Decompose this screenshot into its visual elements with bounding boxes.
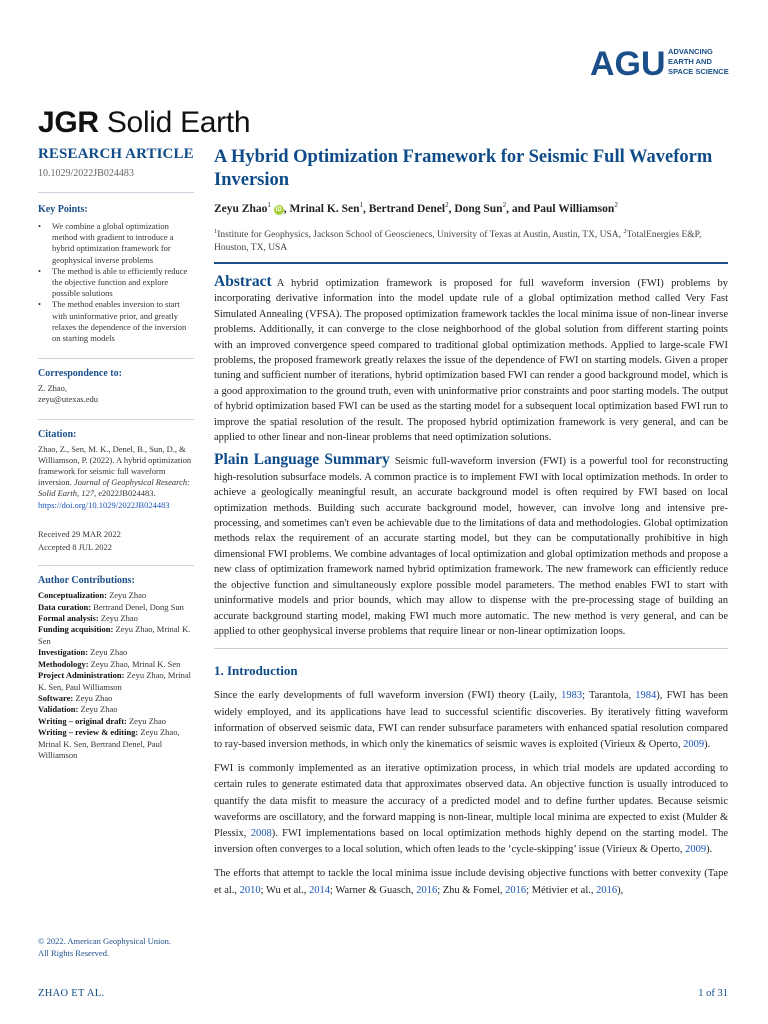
body-text: ; Métivier et al., xyxy=(526,884,597,896)
author-affil: 2 xyxy=(502,201,507,209)
citation-year-link[interactable]: 2014 xyxy=(309,884,331,896)
agu-logo xyxy=(590,44,740,80)
citation-year-link[interactable]: 2016 xyxy=(416,884,438,896)
orcid-icon[interactable]: iD xyxy=(275,206,282,213)
copyright-line: All Rights Reserved. xyxy=(38,947,110,958)
contribution xyxy=(38,659,194,670)
introduction-body xyxy=(214,688,728,898)
affiliations xyxy=(214,225,728,255)
contribution-names: Zeyu Zhao xyxy=(109,590,147,601)
citation-year-link[interactable]: 2009 xyxy=(683,738,705,750)
contribution-role: Formal analysis: xyxy=(38,613,99,624)
copyright xyxy=(38,936,198,959)
body-paragraph xyxy=(214,866,728,898)
journal-name xyxy=(38,106,250,140)
contributions-list xyxy=(38,590,194,761)
citation-year-link[interactable]: 2008 xyxy=(250,827,272,839)
key-point xyxy=(38,266,194,300)
body-paragraph xyxy=(214,688,728,753)
affil-number: 1 xyxy=(214,227,218,235)
footer-authors: ZHAO ET AL. xyxy=(38,988,105,999)
contributions-label: Author Contributions: xyxy=(38,575,135,587)
page-number: 1 of 31 xyxy=(698,988,728,999)
key-point-text: The method is able to efficiently reduce the objective function and explore possible solutions xyxy=(52,265,188,299)
author-name: Zeyu Zhao xyxy=(214,202,268,215)
abstract-text: A hybrid optimization framework is proposed for full waveform inversion (FWI) problems by incorporating derivative information into the model update rule of a global optimization method called Very Fast Simulated Annealing (VFSA). The proposed optimization framework tackles the local minima issue of non-linear inverse problems. Additionally, it can converge to the close neighborhood of the global solution from different starting points with an improved convergence speed compared to traditional global optimization methods. Applied to large-scale FWI problems, the proposed framework greatly relaxes the issue of the dependence of FWI on starting models. Given a proper tuning and sufficient number of iterations, hybrid optimization based FWI can render a good background model, which is a good approximation to the ground truth, even with uninformative prior constraints and poor starting models. The output of hybrid optimization based FWI can be used as the starting model for a subsequent local optimization based FWI run to improve the spatial resolution of the result. The proposed hybrid optimization framework is very general, and can be applied to other linear and non-linear problems that need optimization solutions. xyxy=(214,277,728,444)
citation-link[interactable]: https://doi.org/10.1029/2022JB024483 xyxy=(38,499,170,510)
contribution-names: Zeyu Zhao xyxy=(90,647,128,658)
body-text: ; Wu et al., xyxy=(260,884,310,896)
author-affil: 2 xyxy=(614,201,618,209)
contribution-names: Zeyu Zhao, Mrinal K. Sen xyxy=(90,658,181,669)
citation-year-link[interactable]: 2016 xyxy=(505,884,527,896)
author-name: Dong Sun xyxy=(454,202,503,215)
key-point-text: We combine a global optimization method with gradient to introduce a hybrid optimization framework for geophysical inverse problems xyxy=(52,221,174,265)
plain-language-summary xyxy=(214,452,728,639)
contribution-role: Writing – original draft: xyxy=(38,715,127,726)
contribution xyxy=(38,670,194,693)
contribution xyxy=(38,602,194,613)
contribution xyxy=(38,704,194,715)
citation-year-link[interactable]: 2009 xyxy=(685,844,707,856)
article-type: RESEARCH ARTICLE xyxy=(38,146,194,162)
accepted-date: Accepted 8 JUL 2022 xyxy=(38,542,113,553)
key-points-list xyxy=(38,221,194,344)
author-affil: 2 xyxy=(445,201,449,209)
body-text: The efforts that attempt to tackle the local minima issue include devising objective functions with better convexity (Tape et al., xyxy=(214,868,728,896)
contribution-role: Methodology: xyxy=(38,658,89,669)
divider xyxy=(214,648,728,649)
contribution-role: Data curation: xyxy=(38,601,92,612)
contribution xyxy=(38,693,194,704)
journal-title: Solid Earth xyxy=(106,106,251,139)
received-date: Received 29 MAR 2022 xyxy=(38,528,121,539)
affil-text: Institute for Geophysics, Jackson School of Geoscienecs, University of Texas at Austin, Austin, TX, USA, xyxy=(217,229,624,240)
citation-year-link[interactable]: 2010 xyxy=(239,884,261,896)
contribution xyxy=(38,590,194,601)
body-text: ; Zhu & Fomel, xyxy=(437,884,506,896)
body-text: ). xyxy=(704,738,711,750)
citation-journal: Journal of Geophysical Research: Solid Earth, 127, xyxy=(38,477,190,499)
logo-tagline-2: EARTH AND xyxy=(668,57,712,66)
affil-text: TotalEnergies E&P, Houston, TX, USA xyxy=(214,229,702,253)
logo-mark: AGU xyxy=(590,45,666,80)
citation-label: Citation: xyxy=(38,428,77,440)
body-text: ), xyxy=(617,884,624,896)
divider xyxy=(38,192,194,193)
contribution-names: Zeyu Zhao xyxy=(100,613,138,624)
copyright-line: © 2022. American Geophysical Union. xyxy=(38,936,171,946)
citation-year-link[interactable]: 2016 xyxy=(596,884,618,896)
citation-year-link[interactable]: 1983 xyxy=(561,690,583,702)
contribution-names: Zeyu Zhao xyxy=(80,704,118,715)
sidebar xyxy=(38,146,194,761)
contribution xyxy=(38,613,194,624)
article-title: A Hybrid Optimization Framework for Seismic Full Waveform Inversion xyxy=(214,147,713,190)
section-heading: 1. Introduction xyxy=(214,663,298,679)
contribution-names: Zeyu Zhao, Mrinal K. Sen, Paul Williamson xyxy=(38,670,192,692)
main-column xyxy=(214,146,728,907)
body-text: ). FWI implementations based on local optimization methods highly depend on the starting model. The inversion often converges to a local solution, which often leads to the ‘cycle-skipping’ issue (Virieux & Operto, xyxy=(214,827,728,856)
divider xyxy=(38,419,194,420)
key-points-label: Key Points: xyxy=(38,204,88,215)
pls-heading: Plain Language Summary xyxy=(214,451,390,469)
logo-tagline-3: SPACE SCIENCE xyxy=(668,67,729,76)
contribution-role: Project Administration: xyxy=(38,670,125,681)
contribution-names: Bertrand Denel, Dong Sun xyxy=(93,601,184,612)
correspondence-email[interactable]: zeyu@utexas.edu xyxy=(38,394,98,405)
key-point xyxy=(38,299,194,344)
contribution xyxy=(38,647,194,658)
divider xyxy=(38,565,194,566)
doi: 10.1029/2022JB024483 xyxy=(38,168,134,179)
body-paragraph xyxy=(214,761,728,858)
body-text: ), FWI has been widely employed, and its applications have lead to successful scientific discoveries. By iteratively fitting waveform information of observed seismic data, FWI can render subsurface parameters with enhanced spatial resolution compared to ray-based inversion methods, in which only the kinematics of seismic waves is exploited (Virieux & Operto, xyxy=(214,690,728,750)
key-point xyxy=(38,221,194,266)
correspondence-name: Z. Zhao, xyxy=(38,383,68,394)
citation-year-link[interactable]: 1984 xyxy=(635,690,657,702)
divider xyxy=(214,262,728,264)
contribution-names: Zeyu Zhao xyxy=(128,715,167,726)
contribution-role: Software: xyxy=(38,692,74,703)
abstract-heading: Abstract xyxy=(214,272,272,290)
body-text: ; Tarantola, xyxy=(582,690,636,702)
logo-tagline-1: ADVANCING xyxy=(668,47,713,56)
divider xyxy=(38,358,194,359)
author-name: Mrinal K. Sen xyxy=(289,202,360,215)
bullet: • xyxy=(38,221,41,231)
body-text: ). xyxy=(706,844,713,856)
contribution-role: Conceptualization: xyxy=(38,590,107,601)
citation xyxy=(38,444,194,511)
contribution xyxy=(38,624,194,647)
author-name: and Paul Williamson xyxy=(511,202,615,215)
contribution-role: Validation: xyxy=(38,704,79,715)
contribution-role: Funding acquisition: xyxy=(38,624,114,635)
bullet: • xyxy=(38,299,41,310)
bullet: • xyxy=(38,265,41,276)
contribution xyxy=(38,716,194,727)
journal-prefix: JGR xyxy=(38,106,99,139)
contribution xyxy=(38,727,194,761)
citation-text: Zhao, Z., Sen, M. K., Denel, B., Sun, D., & Williamson, P. (2022). A hybrid optimization framework for seismic full waveform inversion. xyxy=(38,443,192,488)
contribution-names: Zeyu Zhao, Mrinal K. Sen, Bertrand Denel, Paul Williamson xyxy=(38,727,180,760)
body-text: Since the early developments of full waveform inversion (FWI) theory (Laily, xyxy=(214,690,562,702)
body-text: FWI is commonly implemented as an iterative optimization process, in which trial models are updated according to certain rules to generate estimated data that approximates observed data. An objective function is usually introduced to quantify the data misfit to measure the accuracy of a predicted model and to define further updates. Because seismic waveforms are oscillatory, and the forward mapping is non-linear, multiple local minima are expected to exist (Mulder & Plessix, xyxy=(214,763,728,839)
pls-text: Seismic full-waveform inversion (FWI) is a powerful tool for reconstructing high-resolution subsurface models. A common practice is to implement FWI with local optimization methods. In order to achieve a geologically meaningful result, an accurate background model is often required by FWI based on local optimization methods. Building such accurate background model, however, can involve long and intensive pre-processing, and sometimes can't even be achievable due to the limitations of data and methodologies. Global optimization methods relax the requirement of an accurate starting model, but they can be computationally prohibitive in high dimensional FWI problems. We combine advantages of local optimization and global optimization methods and propose a new class of optimization framework named hybrid optimization framework. The new framework can efficiently reduce the objective function and simultaneously explore possible model parameters. The method enables FWI to start with uninformative models and prior bounds, which may allow to dispense with the pre-processing stage of building an accurate background starting model, making FWI much more automatic. The new method is very general, and can be applied to other geophysical inverse problems that require linear or non-linear optimization loops. xyxy=(214,456,728,637)
contribution-role: Writing – review & editing: xyxy=(38,727,139,738)
citation-article: e2022JB024483. xyxy=(96,488,156,499)
affil-number: 2 xyxy=(623,227,627,235)
abstract xyxy=(214,274,728,445)
correspondence-label: Correspondence to: xyxy=(38,368,122,380)
author-affil: 1 xyxy=(359,201,363,209)
author-name: Bertrand Denel xyxy=(368,202,446,215)
author-affil: 1 xyxy=(267,201,271,209)
contribution-names: Zeyu Zhao xyxy=(75,692,113,703)
body-text: ; Warner & Guasch, xyxy=(330,884,417,896)
key-point-text: The method enables inversion to start with uninformative prior, and greatly relaxes the dependence of the inversion on starting models xyxy=(52,299,187,344)
contribution-role: Investigation: xyxy=(38,647,89,658)
contribution-names: Zeyu Zhao, Mrinal K. Sen xyxy=(38,624,191,646)
author-list: Zeyu Zhao$^1$ iD , Mrinal K. Sen$^1$, Bertrand Denel$^2$, Dong Sun$^2$, and Paul Williamson$^2$ xyxy=(214,201,618,215)
